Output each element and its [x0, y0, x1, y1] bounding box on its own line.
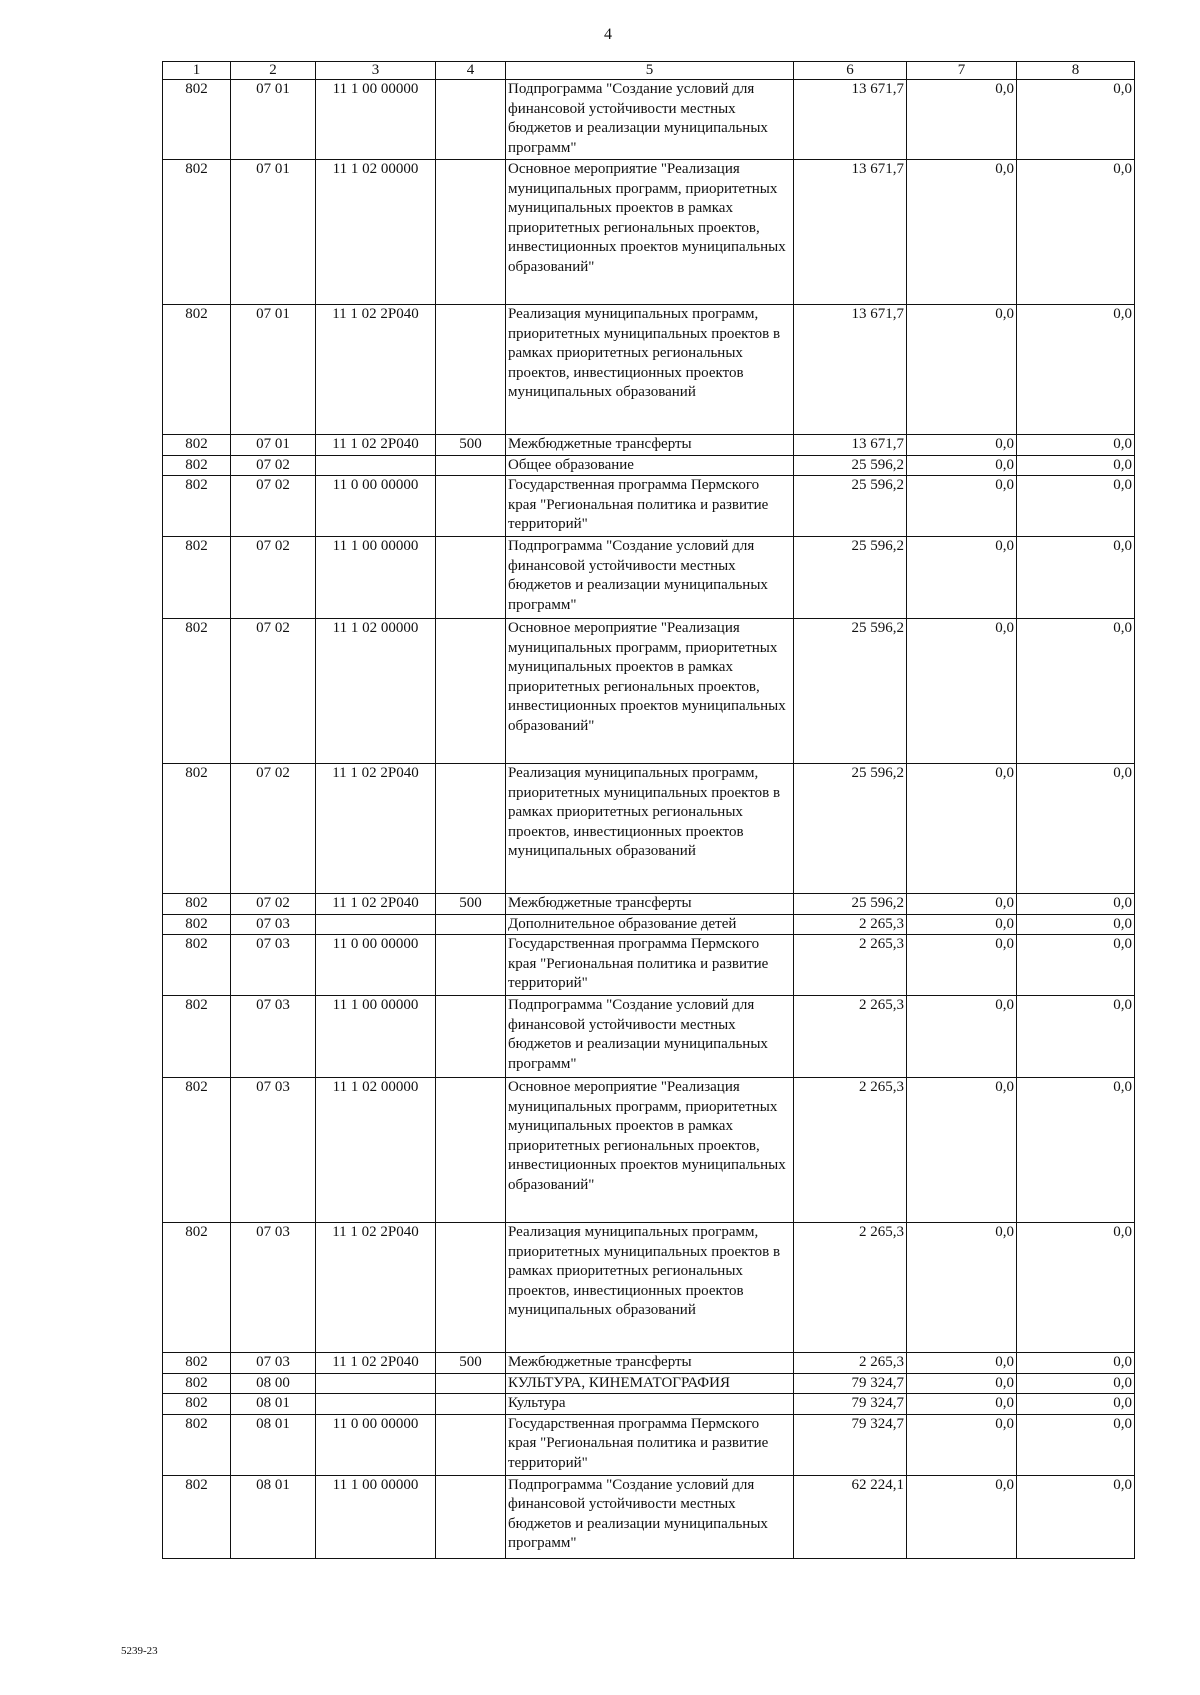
- cell-admin: 802: [163, 1373, 231, 1394]
- column-header: 6: [794, 62, 907, 80]
- cell-expense-type: 500: [436, 435, 506, 456]
- table-row: [163, 1373, 1135, 1394]
- table-row: [163, 1223, 1135, 1353]
- cell-name: Государственная программа Пермского края "Региональная политика и развитие территорий": [506, 935, 794, 996]
- cell-col7: 0,0: [907, 537, 1017, 619]
- table-row: [163, 1414, 1135, 1475]
- cell-col7: 0,0: [907, 305, 1017, 435]
- cell-col8: 0,0: [1017, 160, 1135, 305]
- cell-amount: 79 324,7: [794, 1373, 907, 1394]
- cell-admin: 802: [163, 1475, 231, 1558]
- cell-section: 07 01: [231, 305, 316, 435]
- cell-amount: 2 265,3: [794, 1223, 907, 1353]
- page-number: 4: [604, 26, 612, 43]
- cell-admin: 802: [163, 1353, 231, 1374]
- cell-admin: 802: [163, 619, 231, 764]
- table-row: [163, 1394, 1135, 1415]
- cell-section: 08 01: [231, 1414, 316, 1475]
- cell-admin: 802: [163, 435, 231, 456]
- cell-target: 11 1 02 00000: [316, 160, 436, 305]
- cell-admin: 802: [163, 1394, 231, 1415]
- table-body: [163, 62, 1135, 1559]
- table-row: [163, 537, 1135, 619]
- cell-col8: 0,0: [1017, 435, 1135, 456]
- cell-target: 11 0 00 00000: [316, 935, 436, 996]
- table-header-row: [163, 62, 1135, 80]
- cell-target: 11 0 00 00000: [316, 476, 436, 537]
- cell-expense-type: [436, 1414, 506, 1475]
- cell-amount: 2 265,3: [794, 1078, 907, 1223]
- table-row: [163, 435, 1135, 456]
- cell-col8: 0,0: [1017, 996, 1135, 1078]
- cell-section: 07 02: [231, 537, 316, 619]
- cell-section: 07 03: [231, 1223, 316, 1353]
- cell-col8: 0,0: [1017, 914, 1135, 935]
- cell-col7: 0,0: [907, 476, 1017, 537]
- cell-target: 11 1 02 2P040: [316, 894, 436, 915]
- cell-amount: 13 671,7: [794, 80, 907, 160]
- cell-target: 11 1 00 00000: [316, 996, 436, 1078]
- column-header: 4: [436, 62, 506, 80]
- cell-expense-type: [436, 305, 506, 435]
- cell-admin: 802: [163, 455, 231, 476]
- column-header: 2: [231, 62, 316, 80]
- cell-col8: 0,0: [1017, 894, 1135, 915]
- cell-amount: 79 324,7: [794, 1414, 907, 1475]
- cell-target: [316, 455, 436, 476]
- cell-amount: 25 596,2: [794, 537, 907, 619]
- cell-target: [316, 1394, 436, 1415]
- cell-name: Реализация муниципальных программ, приоритетных муниципальных проектов в рамках приоритетных региональных проектов, инвестиционных проектов муниципальных образований: [506, 305, 794, 435]
- cell-name: Основное мероприятие "Реализация муниципальных программ, приоритетных муниципальных проектов в рамках приоритетных региональных проектов, инвестиционных проектов муниципальных образований": [506, 619, 794, 764]
- cell-expense-type: [436, 935, 506, 996]
- cell-col7: 0,0: [907, 1223, 1017, 1353]
- cell-target: 11 1 02 2P040: [316, 1223, 436, 1353]
- cell-section: 07 02: [231, 764, 316, 894]
- cell-name: Общее образование: [506, 455, 794, 476]
- cell-target: 11 1 00 00000: [316, 80, 436, 160]
- cell-target: 11 1 02 2P040: [316, 1353, 436, 1374]
- cell-admin: 802: [163, 1078, 231, 1223]
- cell-name: Подпрограмма "Создание условий для финансовой устойчивости местных бюджетов и реализации муниципальных программ": [506, 1475, 794, 1558]
- cell-section: 07 03: [231, 935, 316, 996]
- column-header: 8: [1017, 62, 1135, 80]
- column-header: 5: [506, 62, 794, 80]
- cell-col8: 0,0: [1017, 764, 1135, 894]
- cell-col7: 0,0: [907, 996, 1017, 1078]
- table-row: [163, 455, 1135, 476]
- cell-admin: 802: [163, 996, 231, 1078]
- cell-section: 08 01: [231, 1394, 316, 1415]
- cell-expense-type: [436, 160, 506, 305]
- cell-section: 07 03: [231, 996, 316, 1078]
- cell-col7: 0,0: [907, 935, 1017, 996]
- cell-expense-type: [436, 537, 506, 619]
- table-row: [163, 1078, 1135, 1223]
- cell-section: 07 02: [231, 619, 316, 764]
- cell-name: Государственная программа Пермского края "Региональная политика и развитие территорий": [506, 476, 794, 537]
- cell-section: 07 01: [231, 80, 316, 160]
- cell-col8: 0,0: [1017, 305, 1135, 435]
- cell-expense-type: [436, 476, 506, 537]
- cell-col7: 0,0: [907, 894, 1017, 915]
- cell-target: 11 1 02 2P040: [316, 764, 436, 894]
- cell-name: Межбюджетные трансферты: [506, 1353, 794, 1374]
- cell-col8: 0,0: [1017, 1353, 1135, 1374]
- cell-amount: 79 324,7: [794, 1394, 907, 1415]
- cell-col8: 0,0: [1017, 1394, 1135, 1415]
- cell-name: Реализация муниципальных программ, приоритетных муниципальных проектов в рамках приоритетных региональных проектов, инвестиционных проектов муниципальных образований: [506, 764, 794, 894]
- cell-col7: 0,0: [907, 1414, 1017, 1475]
- table-row: [163, 935, 1135, 996]
- cell-amount: 25 596,2: [794, 455, 907, 476]
- cell-expense-type: [436, 455, 506, 476]
- table-row: [163, 619, 1135, 764]
- cell-col7: 0,0: [907, 80, 1017, 160]
- cell-amount: 25 596,2: [794, 894, 907, 915]
- cell-col7: 0,0: [907, 1373, 1017, 1394]
- cell-admin: 802: [163, 160, 231, 305]
- cell-col7: 0,0: [907, 1475, 1017, 1558]
- cell-amount: 13 671,7: [794, 435, 907, 456]
- table-row: [163, 160, 1135, 305]
- cell-col8: 0,0: [1017, 619, 1135, 764]
- cell-section: 07 03: [231, 1353, 316, 1374]
- cell-target: [316, 914, 436, 935]
- cell-name: Реализация муниципальных программ, приоритетных муниципальных проектов в рамках приоритетных региональных проектов, инвестиционных проектов муниципальных образований: [506, 1223, 794, 1353]
- cell-amount: 2 265,3: [794, 1353, 907, 1374]
- cell-amount: 25 596,2: [794, 764, 907, 894]
- cell-col8: 0,0: [1017, 537, 1135, 619]
- cell-name: Подпрограмма "Создание условий для финансовой устойчивости местных бюджетов и реализации муниципальных программ": [506, 996, 794, 1078]
- cell-section: 08 00: [231, 1373, 316, 1394]
- cell-amount: 62 224,1: [794, 1475, 907, 1558]
- cell-target: 11 0 00 00000: [316, 1414, 436, 1475]
- cell-expense-type: [436, 764, 506, 894]
- cell-expense-type: [436, 996, 506, 1078]
- column-header: 3: [316, 62, 436, 80]
- cell-section: 07 02: [231, 476, 316, 537]
- cell-expense-type: [436, 619, 506, 764]
- cell-col8: 0,0: [1017, 80, 1135, 160]
- cell-col8: 0,0: [1017, 1223, 1135, 1353]
- cell-name: Культура: [506, 1394, 794, 1415]
- cell-col7: 0,0: [907, 619, 1017, 764]
- cell-col8: 0,0: [1017, 1078, 1135, 1223]
- column-header: 1: [163, 62, 231, 80]
- cell-name: Дополнительное образование детей: [506, 914, 794, 935]
- cell-amount: 2 265,3: [794, 914, 907, 935]
- cell-expense-type: [436, 914, 506, 935]
- cell-expense-type: [436, 1394, 506, 1415]
- table-row: [163, 1353, 1135, 1374]
- cell-amount: 25 596,2: [794, 476, 907, 537]
- cell-name: Межбюджетные трансферты: [506, 435, 794, 456]
- cell-name: Основное мероприятие "Реализация муниципальных программ, приоритетных муниципальных проектов в рамках приоритетных региональных проектов, инвестиционных проектов муниципальных образований": [506, 1078, 794, 1223]
- cell-admin: 802: [163, 914, 231, 935]
- cell-expense-type: [436, 1373, 506, 1394]
- table-row: [163, 1475, 1135, 1558]
- cell-col7: 0,0: [907, 764, 1017, 894]
- cell-section: 07 01: [231, 160, 316, 305]
- table-row: [163, 914, 1135, 935]
- table-row: [163, 894, 1135, 915]
- cell-expense-type: [436, 80, 506, 160]
- cell-name: Государственная программа Пермского края "Региональная политика и развитие территорий": [506, 1414, 794, 1475]
- table-row: [163, 476, 1135, 537]
- cell-section: 07 02: [231, 455, 316, 476]
- cell-target: 11 1 02 00000: [316, 619, 436, 764]
- cell-name: Подпрограмма "Создание условий для финансовой устойчивости местных бюджетов и реализации муниципальных программ": [506, 537, 794, 619]
- cell-name: Межбюджетные трансферты: [506, 894, 794, 915]
- cell-amount: 25 596,2: [794, 619, 907, 764]
- cell-section: 07 03: [231, 1078, 316, 1223]
- cell-admin: 802: [163, 1414, 231, 1475]
- cell-col7: 0,0: [907, 160, 1017, 305]
- cell-amount: 2 265,3: [794, 935, 907, 996]
- cell-expense-type: [436, 1475, 506, 1558]
- cell-name: КУЛЬТУРА, КИНЕМАТОГРАФИЯ: [506, 1373, 794, 1394]
- cell-target: 11 1 00 00000: [316, 537, 436, 619]
- cell-col7: 0,0: [907, 455, 1017, 476]
- budget-table: [162, 61, 1135, 1559]
- cell-col8: 0,0: [1017, 935, 1135, 996]
- cell-col8: 0,0: [1017, 476, 1135, 537]
- cell-col7: 0,0: [907, 1078, 1017, 1223]
- cell-amount: 13 671,7: [794, 160, 907, 305]
- cell-expense-type: 500: [436, 894, 506, 915]
- cell-target: [316, 1373, 436, 1394]
- table-row: [163, 764, 1135, 894]
- table-row: [163, 996, 1135, 1078]
- cell-name: Подпрограмма "Создание условий для финансовой устойчивости местных бюджетов и реализации муниципальных программ": [506, 80, 794, 160]
- cell-admin: 802: [163, 1223, 231, 1353]
- cell-target: 11 1 02 2P040: [316, 305, 436, 435]
- cell-section: 07 01: [231, 435, 316, 456]
- cell-col8: 0,0: [1017, 1475, 1135, 1558]
- cell-admin: 802: [163, 894, 231, 915]
- cell-section: 08 01: [231, 1475, 316, 1558]
- cell-col8: 0,0: [1017, 1373, 1135, 1394]
- cell-target: 11 1 02 00000: [316, 1078, 436, 1223]
- cell-target: 11 1 02 2P040: [316, 435, 436, 456]
- cell-name: Основное мероприятие "Реализация муниципальных программ, приоритетных муниципальных проектов в рамках приоритетных региональных проектов, инвестиционных проектов муниципальных образований": [506, 160, 794, 305]
- cell-amount: 13 671,7: [794, 305, 907, 435]
- cell-section: 07 02: [231, 894, 316, 915]
- cell-expense-type: [436, 1223, 506, 1353]
- cell-section: 07 03: [231, 914, 316, 935]
- cell-col7: 0,0: [907, 1394, 1017, 1415]
- cell-col8: 0,0: [1017, 1414, 1135, 1475]
- cell-col8: 0,0: [1017, 455, 1135, 476]
- cell-admin: 802: [163, 764, 231, 894]
- cell-admin: 802: [163, 476, 231, 537]
- table-row: [163, 305, 1135, 435]
- cell-admin: 802: [163, 80, 231, 160]
- cell-admin: 802: [163, 305, 231, 435]
- cell-col7: 0,0: [907, 914, 1017, 935]
- cell-target: 11 1 00 00000: [316, 1475, 436, 1558]
- column-header: 7: [907, 62, 1017, 80]
- cell-expense-type: [436, 1078, 506, 1223]
- cell-admin: 802: [163, 537, 231, 619]
- cell-col7: 0,0: [907, 1353, 1017, 1374]
- cell-expense-type: 500: [436, 1353, 506, 1374]
- cell-col7: 0,0: [907, 435, 1017, 456]
- table-row: [163, 80, 1135, 160]
- cell-amount: 2 265,3: [794, 996, 907, 1078]
- document-code: 5239-23: [121, 1645, 158, 1657]
- cell-admin: 802: [163, 935, 231, 996]
